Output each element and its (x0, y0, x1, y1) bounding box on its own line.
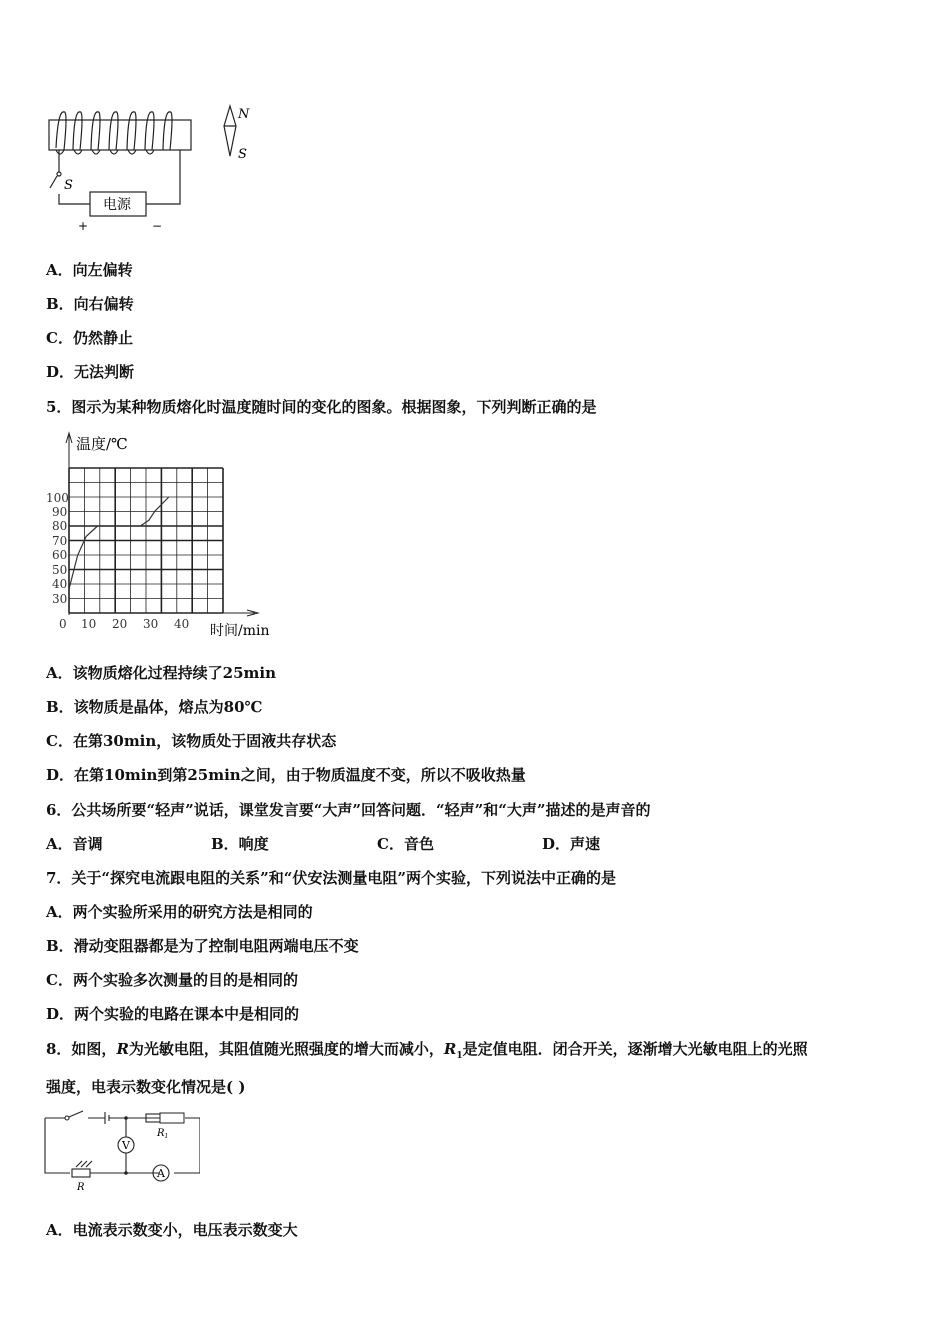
q5-option-d[interactable]: D．在第10min到第25min之间，由于物质温度不变，所以不吸收热量 (46, 766, 526, 784)
r1-symbol: R (443, 1040, 457, 1058)
photoresistor-circuit-figure (40, 1105, 200, 1195)
q6-option-b[interactable]: B．响度 (211, 835, 269, 853)
y-tick-label: 90 (52, 505, 68, 519)
q7-question: 7．关于“探究电流跟电阻的关系”和“伏安法测量电阻”两个实验，下列说法中正确的是 (46, 869, 616, 887)
switch-label: S (64, 178, 73, 193)
q4-option-a[interactable]: A．向左偏转 (46, 261, 133, 279)
q7-option-d[interactable]: D．两个实验的电路在课本中是相同的 (46, 1005, 300, 1023)
ammeter-label: A (157, 1167, 165, 1180)
q5-option-a[interactable]: A．该物质熔化过程持续了25min (46, 664, 276, 682)
y-tick-label: 30 (52, 592, 68, 606)
q6-option-d[interactable]: D．声速 (542, 835, 601, 853)
r1-label-sub: 1 (164, 1133, 169, 1140)
q7-option-b[interactable]: B．滑动变阻器都是为了控制电阻两端电压不变 (46, 937, 359, 955)
y-axis-label: 温度/℃ (76, 435, 128, 453)
q5-option-c[interactable]: C．在第30min，该物质处于固液共存状态 (46, 732, 337, 750)
r1-subscript: 1 (456, 1051, 463, 1061)
q6-option-c[interactable]: C．音色 (377, 835, 434, 853)
x-tick-label: 10 (81, 617, 97, 631)
y-tick-label: 80 (52, 519, 68, 533)
y-tick-label: 70 (52, 534, 68, 548)
needle-n-label: N (238, 107, 250, 122)
y-tick-label: 60 (52, 548, 68, 562)
melting-curve-chart (30, 425, 290, 645)
q5-option-b[interactable]: B．该物质是晶体，熔点为80℃ (46, 698, 263, 716)
q4-option-c[interactable]: C．仍然静止 (46, 329, 133, 347)
voltmeter-label: V (122, 1139, 130, 1152)
q5-question: 5．图示为某种物质熔化时温度随时间的变化的图象。根据图象，下列判断正确的是 (46, 398, 597, 416)
x-tick-label: 0 (59, 617, 67, 631)
q8-text-3: 是定值电阻．闭合开关，逐渐增大光敏电阻上的光照 (462, 1040, 808, 1058)
x-tick-label: 20 (112, 617, 128, 631)
solenoid-circuit-figure (40, 100, 260, 235)
y-tick-label: 100 (46, 491, 69, 505)
needle-s-label: S (238, 147, 247, 162)
q7-option-c[interactable]: C．两个实验多次测量的目的是相同的 (46, 971, 298, 989)
q7-option-a[interactable]: A．两个实验所采用的研究方法是相同的 (46, 903, 313, 921)
y-tick-label: 50 (52, 563, 68, 577)
q8-question-line2: 强度，电表示数变化情况是( ) (46, 1078, 246, 1096)
temperature-curve (69, 497, 169, 589)
x-axis (69, 610, 258, 616)
q8-option-a[interactable]: A．电流表示数变小，电压表示数变大 (46, 1221, 298, 1239)
r-label: R (77, 1182, 85, 1193)
plus-label: + (78, 219, 89, 233)
q4-option-b[interactable]: B．向右偏转 (46, 295, 134, 313)
q6-question: 6．公共场所要“轻声”说话，课堂发言要“大声”回答问题．“轻声”和“大声”描述的是声音的 (46, 801, 651, 819)
r1-label (156, 1128, 168, 1140)
power-supply-label: 电源 (103, 197, 131, 213)
r1-label-main: R (157, 1128, 165, 1139)
q8-text-1: 8．如图， (46, 1040, 117, 1058)
y-tick-label: 40 (52, 577, 68, 591)
q8-question-line1 (46, 1039, 808, 1066)
x-axis-label: 时间/min (210, 623, 270, 639)
x-tick-label: 40 (174, 617, 190, 631)
x-tick-label: 30 (143, 617, 159, 631)
q8-text-2: 为光敏电阻，其阻值随光照强度的增大而减小， (128, 1040, 444, 1058)
r-symbol: R (116, 1040, 129, 1058)
minus-label: − (152, 219, 163, 233)
q4-option-d[interactable]: D．无法判断 (46, 363, 135, 381)
q6-option-a[interactable]: A．音调 (46, 835, 103, 853)
